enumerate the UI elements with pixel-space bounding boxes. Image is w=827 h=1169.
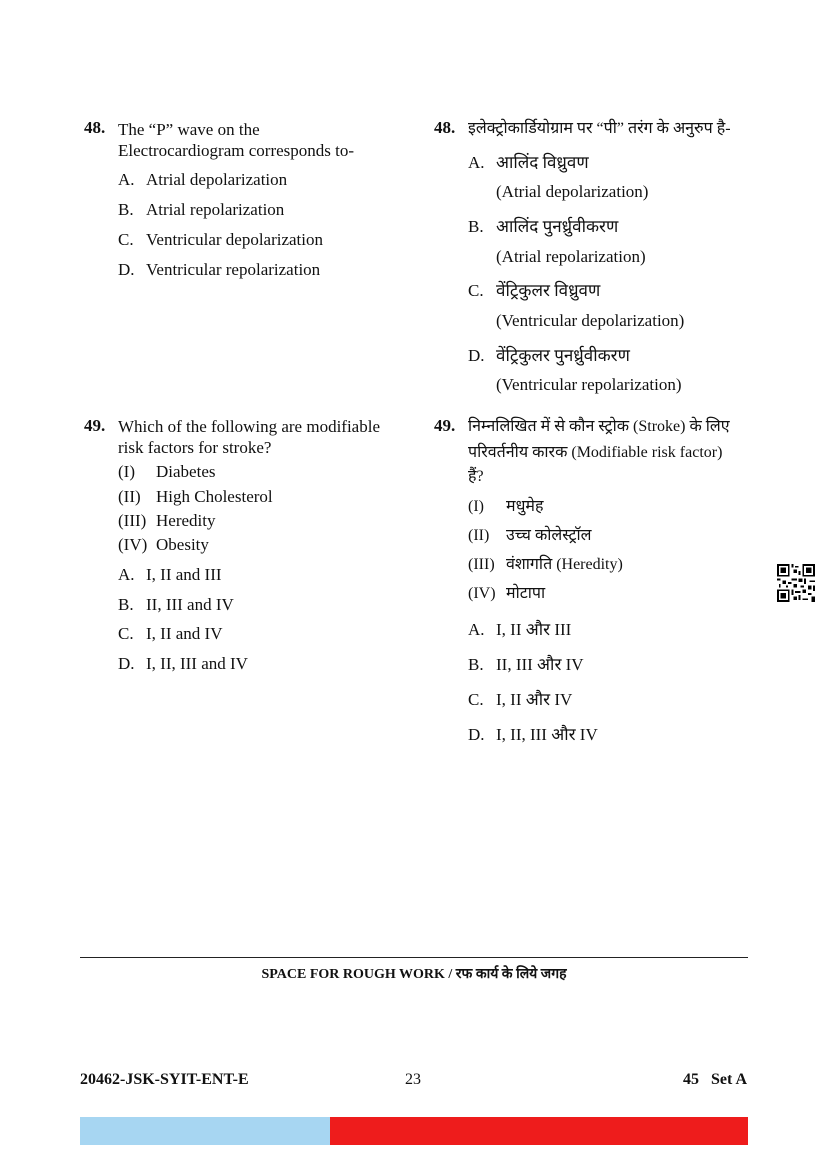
option-d: D. Ventricular repolarization: [118, 260, 321, 279]
question-48-hi: [434, 117, 754, 397]
question-text-line1: The “P” wave on the: [118, 120, 260, 139]
question-49-hi: [434, 415, 754, 755]
option-c: C. I, II and IV: [118, 624, 223, 643]
option-c: C. वेंट्रिकुलर विध्रुवण: [468, 281, 601, 300]
list-item: (I) Diabetes: [118, 462, 216, 481]
question-text-line2: Electrocardiogram corresponds to-: [118, 141, 355, 160]
qr-code-icon: [777, 564, 815, 602]
question-number: 48.: [84, 118, 106, 137]
list-item: (II) High Cholesterol: [118, 487, 273, 506]
option-b: B. आलिंद पुनर्ध्रुवीकरण: [468, 217, 619, 236]
list-item: (IV) मोटापा: [468, 585, 546, 602]
option-d: D. I, II, III और IV: [468, 725, 598, 744]
page-number: 23: [405, 1071, 421, 1088]
option-a-english: (Atrial depolarization): [496, 182, 649, 201]
question-text-line3: हैं?: [468, 468, 484, 485]
list-item: (IV) Obesity: [118, 535, 209, 554]
option-d-english: (Ventricular repolarization): [496, 375, 682, 394]
list-item: (II) उच्च कोलेस्ट्रॉल: [468, 527, 592, 544]
rough-work-label: SPACE FOR ROUGH WORK / रफ कार्य के लिये जगह: [261, 967, 567, 982]
list-item: (I) मधुमेह: [468, 498, 544, 515]
question-number: 49.: [84, 416, 106, 435]
footer-bar-red: [330, 1117, 748, 1145]
option-b: B. II, III और IV: [468, 655, 584, 674]
question-text-line1: Which of the following are modifiable: [118, 417, 380, 436]
list-item: (III) Heredity: [118, 511, 216, 530]
option-c-english: (Ventricular depolarization): [496, 311, 685, 330]
option-d: D. वेंट्रिकुलर पुनर्ध्रुवीकरण: [468, 346, 630, 365]
booklet-code: 20462-JSK-SYIT-ENT-E: [80, 1071, 249, 1088]
option-a: A. I, II और III: [468, 620, 572, 639]
question-text-line2: risk factors for stroke?: [118, 438, 272, 457]
option-b: B. II, III and IV: [118, 595, 234, 614]
option-c: C. I, II और IV: [468, 690, 573, 709]
option-a: A. Atrial depolarization: [118, 170, 288, 189]
option-b: B. Atrial repolarization: [118, 200, 285, 219]
question-number: 48.: [434, 118, 456, 137]
option-b-english: (Atrial repolarization): [496, 247, 646, 266]
option-c: C. Ventricular depolarization: [118, 230, 324, 249]
option-a: A. I, II and III: [118, 565, 222, 584]
set-label: 45 Set A: [683, 1071, 747, 1088]
option-d: D. I, II, III and IV: [118, 654, 248, 673]
question-text-line1: निम्नलिखित में से कौन स्ट्रोक (Stroke) के लिए: [468, 418, 730, 435]
question-number: 49.: [434, 416, 456, 435]
rough-work-divider: [80, 957, 748, 958]
list-item: (III) वंशागति (Heredity): [468, 556, 623, 573]
question-49-en: [84, 415, 414, 685]
question-48-en: [84, 117, 414, 287]
option-a: A. आलिंद विध्रुवण: [468, 153, 589, 172]
footer-bar-blue: [80, 1117, 330, 1145]
question-text-line2: परिवर्तनीय कारक (Modifiable risk factor): [468, 444, 723, 461]
question-text: इलेक्ट्रोकार्डियोग्राम पर “पी” तरंग के अनुरुप है-: [468, 120, 731, 137]
